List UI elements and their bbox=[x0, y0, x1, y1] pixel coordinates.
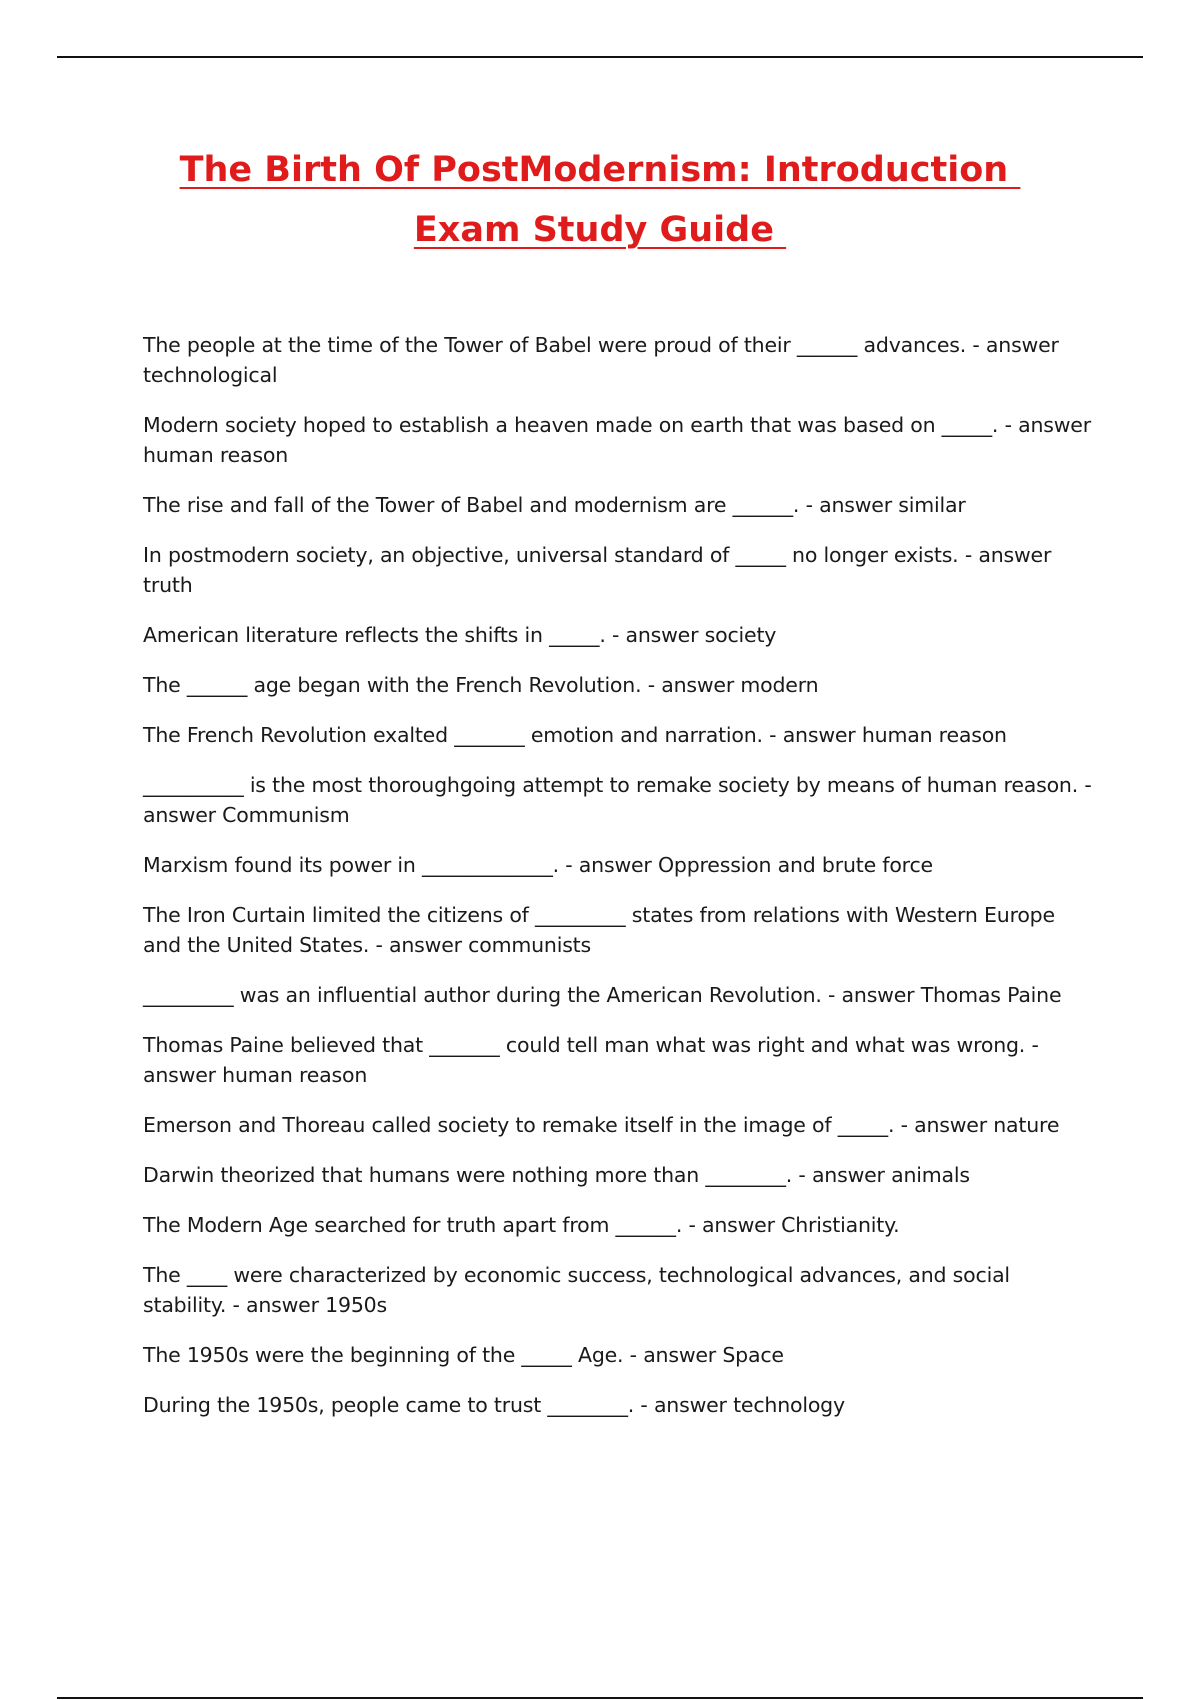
qa-item-8: __________ is the most thoroughgoing attempt to remake society by means of human reason. - answer Communism bbox=[143, 773, 1092, 827]
qa-item-18: During the 1950s, people came to trust ________. - answer technology bbox=[143, 1393, 845, 1417]
qa-item-4: In postmodern society, an objective, universal standard of _____ no longer exists. - answer truth bbox=[143, 543, 1052, 597]
qa-item-15: The Modern Age searched for truth apart from ______. - answer Christianity. bbox=[143, 1213, 900, 1237]
qa-item-17: The 1950s were the beginning of the _____ Age. - answer Space bbox=[143, 1343, 784, 1367]
document-title bbox=[0, 140, 1200, 260]
title-line-1: The Birth Of PostModernism: Introduction bbox=[179, 150, 1021, 190]
qa-item-16: The ____ were characterized by economic success, technological advances, and social stability. - answer 1950s bbox=[143, 1263, 1010, 1317]
qa-item-11: _________ was an influential author during the American Revolution. - answer Thomas Paine bbox=[143, 983, 1062, 1007]
qa-item-7: The French Revolution exalted _______ emotion and narration. - answer human reason bbox=[143, 723, 1007, 747]
qa-item-9: Marxism found its power in _____________. - answer Oppression and brute force bbox=[143, 853, 933, 877]
qa-item-5: American literature reflects the shifts in _____. - answer society bbox=[143, 623, 777, 647]
qa-item-10: The Iron Curtain limited the citizens of _________ states from relations with Western Europe and the United States. - answer communists bbox=[143, 903, 1055, 957]
top-rule bbox=[57, 56, 1143, 58]
qa-item-6: The ______ age began with the French Revolution. - answer modern bbox=[143, 673, 819, 697]
qa-item-3: The rise and fall of the Tower of Babel and modernism are ______. - answer similar bbox=[143, 493, 966, 517]
bottom-rule bbox=[57, 1697, 1143, 1699]
qa-item-13: Emerson and Thoreau called society to remake itself in the image of _____. - answer nature bbox=[143, 1113, 1060, 1137]
qa-item-1: The people at the time of the Tower of Babel were proud of their ______ advances. - answer technological bbox=[143, 333, 1059, 387]
question-answer-list bbox=[143, 330, 1098, 1440]
title-line-2: Exam Study Guide bbox=[413, 210, 787, 250]
qa-item-2: Modern society hoped to establish a heaven made on earth that was based on _____. - answer human reason bbox=[143, 413, 1091, 467]
qa-item-14: Darwin theorized that humans were nothing more than ________. - answer animals bbox=[143, 1163, 970, 1187]
qa-item-12: Thomas Paine believed that _______ could tell man what was right and what was wrong. - answer human reason bbox=[143, 1033, 1039, 1087]
